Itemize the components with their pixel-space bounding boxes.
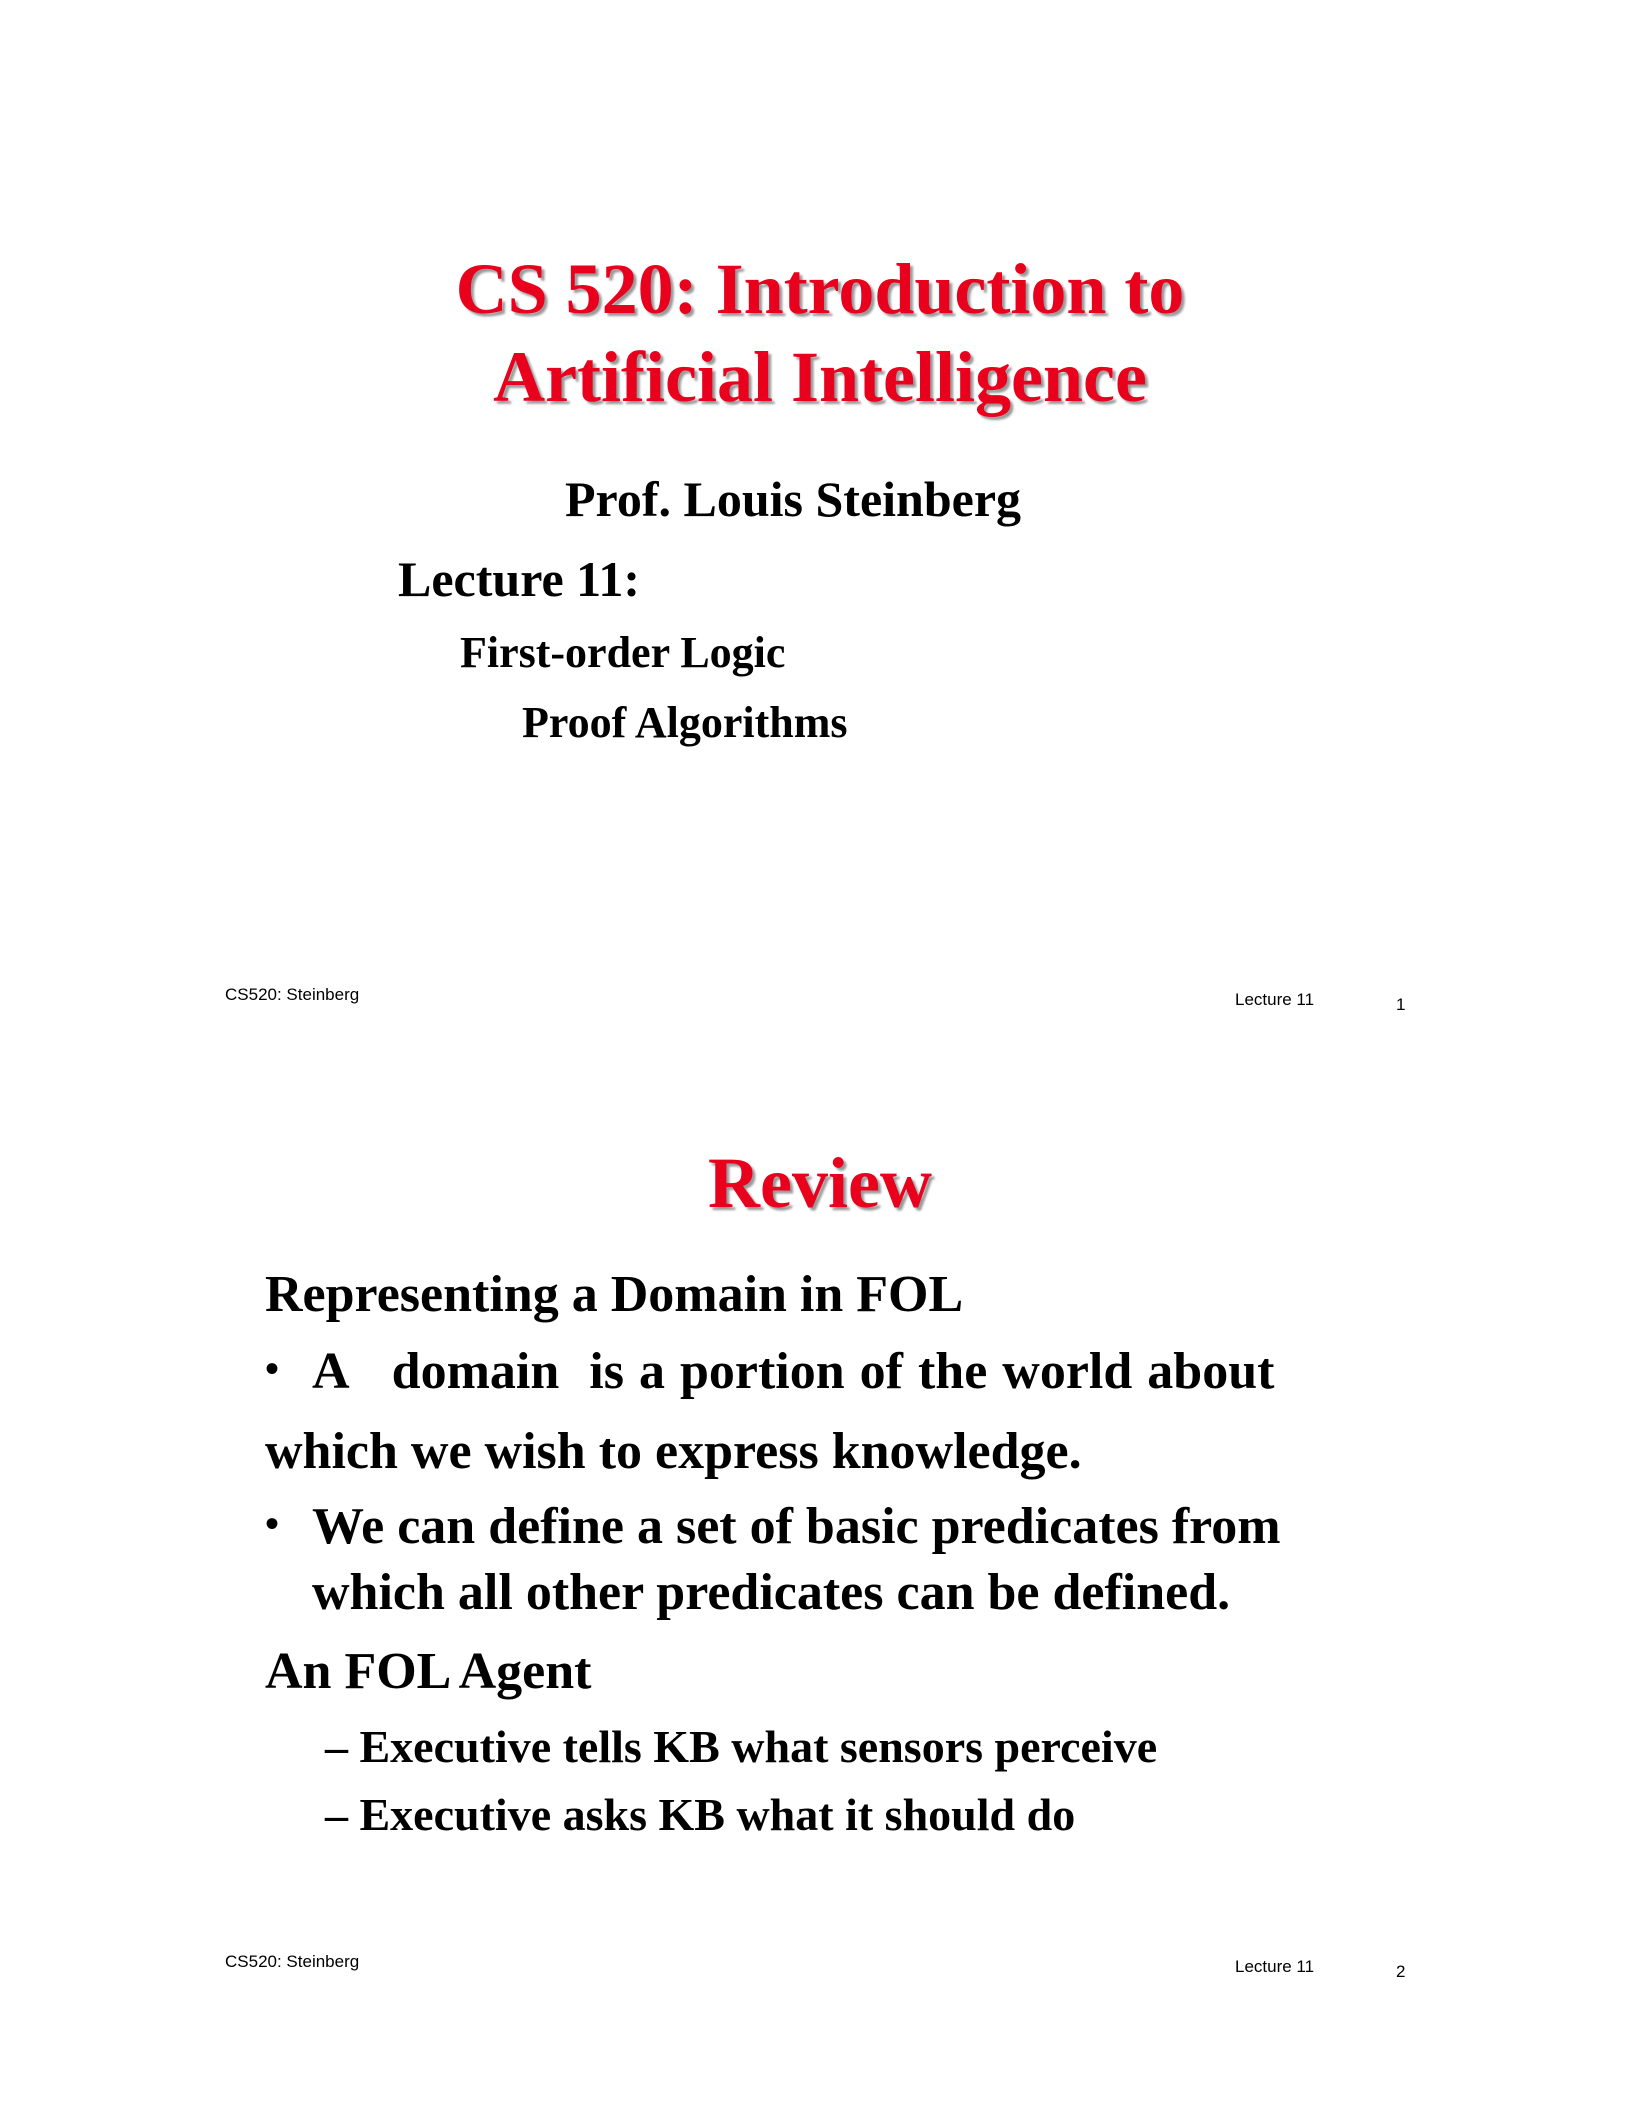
slide-2-footer-lecture: Lecture 11	[1235, 1957, 1315, 1976]
bullet-1-marker: •	[265, 1346, 280, 1391]
bullet-1-line-1: A domain is a portion of the world about	[312, 1343, 1275, 1400]
slide-1-footer-left: CS520: Steinberg	[225, 985, 360, 1004]
sub-bullet-tells: – Executive tells KB what sensors perceive	[325, 1721, 1158, 1772]
slide-1-title-line-1: CS 520: Introduction to	[455, 249, 1185, 329]
slide-1-page-number: 1	[1396, 995, 1406, 1014]
professor-name: Prof. Louis Steinberg	[565, 471, 1022, 527]
slide-2-footer-left: CS520: Steinberg	[225, 1952, 360, 1971]
bullet-2-line-1: We can define a set of basic predicates from	[312, 1498, 1281, 1555]
bullet-1-line-2: which we wish to express knowledge.	[265, 1423, 1082, 1480]
lecture-label: Lecture 11:	[398, 551, 641, 607]
topic-first-order-logic: First-order Logic	[460, 628, 786, 677]
heading-representing-domain: Representing a Domain in FOL	[265, 1266, 964, 1323]
slide-2-page-number: 2	[1396, 1962, 1406, 1981]
heading-fol-agent: An FOL Agent	[265, 1643, 592, 1700]
topic-proof-algorithms: Proof Algorithms	[522, 698, 848, 747]
slide-1-title-line-2: Artificial Intelligence	[493, 337, 1147, 417]
slide-2-title: Review	[708, 1143, 932, 1223]
bullet-2-marker: •	[265, 1501, 280, 1546]
bullet-2-line-2: which all other predicates can be defined.	[312, 1564, 1231, 1621]
sub-bullet-asks: – Executive asks KB what it should do	[325, 1789, 1076, 1840]
slide-1-footer-lecture: Lecture 11	[1235, 990, 1315, 1009]
